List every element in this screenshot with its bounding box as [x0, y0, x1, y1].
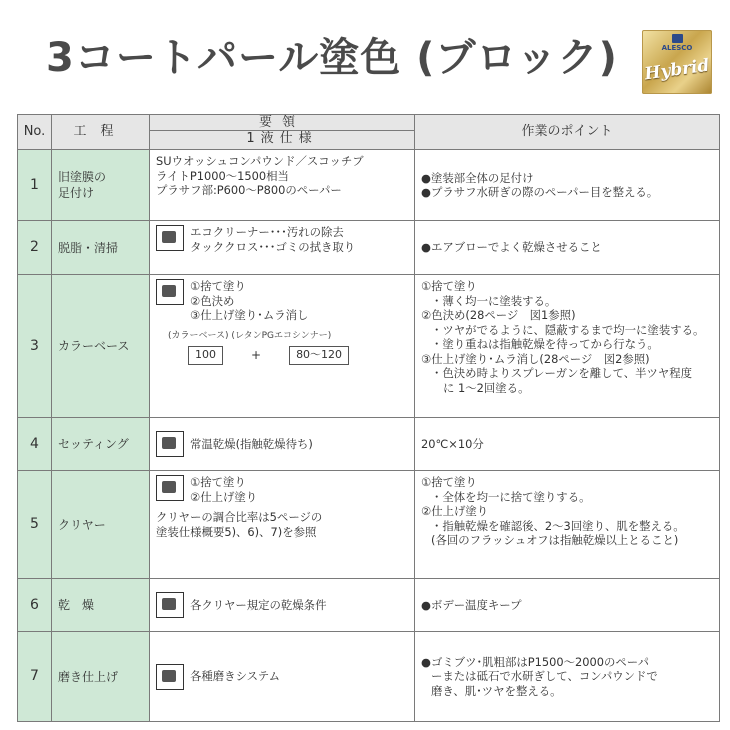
ratio-base: 100	[188, 346, 223, 365]
table-row	[18, 471, 720, 579]
page-title: 3コートパール塗色 (ブロック)	[46, 35, 618, 81]
cleaner-icon	[156, 225, 184, 251]
row-points	[415, 150, 720, 221]
step-line: セッティング	[58, 437, 129, 451]
row-step	[52, 418, 150, 471]
table-row	[18, 150, 720, 221]
spray-gun-icon	[156, 475, 184, 501]
heat-drying-icon	[156, 431, 184, 457]
req-line: ライトP1000〜1500相当	[156, 168, 289, 183]
req-line: タッククロス･･･ゴミの拭き取り	[190, 239, 356, 254]
point-line: ●ボデー温度キープ	[421, 597, 522, 612]
row-points	[415, 418, 720, 471]
row-no: 3	[18, 275, 52, 418]
table-row	[18, 632, 720, 722]
hybrid-badge	[642, 30, 712, 94]
step-line: 脱脂・清掃	[58, 240, 119, 255]
row-points	[415, 632, 720, 722]
step-line: クリヤー	[58, 517, 106, 532]
point-line: ・薄く均一に塗装する。	[431, 293, 557, 308]
process-table	[17, 114, 720, 722]
req-line: SUウオッシュコンパウンド／スコッチブ	[156, 154, 364, 168]
point-line: に 1〜2回塗る。	[443, 380, 530, 395]
alesco-logo-icon	[672, 34, 683, 43]
req-line: ②仕上げ塗り	[190, 489, 258, 504]
point-line: ・指触乾燥を確認後、2〜3回塗り、肌を整える。	[431, 518, 685, 533]
ratio-thinner: 80〜120	[289, 346, 349, 365]
row-no: 2	[18, 221, 52, 275]
row-no: 7	[18, 632, 52, 722]
req-line: エコクリーナー･･･汚れの除去	[190, 225, 344, 239]
header-requirements	[150, 115, 415, 150]
point-line: ・色決め時よりスプレーガンを離して、半ツヤ程度	[431, 366, 693, 380]
row-requirements	[150, 579, 415, 632]
row-step	[52, 275, 150, 418]
req-line: ③仕上げ塗り･ムラ消し	[190, 308, 309, 322]
point-line: ●エアブローでよく乾燥させること	[421, 240, 602, 255]
row-requirements	[150, 275, 415, 418]
row-no: 6	[18, 579, 52, 632]
row-points	[415, 275, 720, 418]
step-line: 足付け	[58, 186, 95, 200]
table-row	[18, 579, 720, 632]
header-req-sub: 1液仕様	[150, 130, 414, 146]
row-step	[52, 579, 150, 632]
row-no: 1	[18, 150, 52, 221]
point-line: ●塗装部全体の足付け	[421, 170, 534, 185]
header-points: 作業のポイント	[415, 115, 720, 150]
row-points	[415, 221, 720, 275]
table-row	[18, 418, 720, 471]
table-row	[18, 275, 720, 418]
point-line: ・塗り重ねは指触乾燥を待ってから行なう。	[431, 337, 659, 351]
mix-ratio-note: (カラーベース) (レタンPGエコシンナー)	[168, 330, 332, 341]
req-line: クリヤーの調合比率は5ページの	[156, 510, 323, 524]
point-line: ②仕上げ塗り	[421, 504, 489, 518]
point-line: 磨き、肌･ツヤを整える。	[431, 683, 562, 698]
table-row	[18, 221, 720, 275]
req-line: 各種磨きシステム	[190, 669, 280, 684]
row-requirements	[150, 418, 415, 471]
header-no: No.	[18, 115, 52, 150]
step-line: 磨き仕上げ	[58, 669, 119, 684]
point-line: ●ゴミブツ･肌粗部はP1500〜2000のペーパ	[421, 654, 649, 669]
point-line: ①捨て塗り	[421, 279, 477, 293]
row-step	[52, 150, 150, 221]
mix-ratio	[156, 346, 408, 365]
step-line: 旧塗膜の	[58, 170, 107, 184]
req-line: 各クリヤー規定の乾燥条件	[190, 597, 327, 612]
req-line: ①捨て塗り	[190, 279, 246, 293]
spray-gun-icon	[156, 279, 184, 305]
req-line: 常温乾燥(指触乾燥待ち)	[190, 436, 313, 451]
header-req-top: 要領	[258, 115, 305, 130]
row-no: 5	[18, 471, 52, 579]
row-no: 4	[18, 418, 52, 471]
thermometer-icon	[156, 592, 184, 618]
row-requirements	[150, 632, 415, 722]
polisher-icon	[156, 664, 184, 690]
point-line: ・ツヤがでるように、隠蔽するまで均一に塗装する。	[431, 322, 705, 337]
point-line: ①捨て塗り	[421, 475, 477, 489]
step-line: カラーベース	[58, 339, 130, 353]
badge-product: Hybrid	[643, 55, 711, 85]
row-step	[52, 632, 150, 722]
row-points	[415, 471, 720, 579]
point-line: ●プラサフ水研ぎの際のペーパー目を整える。	[421, 185, 659, 199]
ratio-plus: +	[251, 348, 262, 362]
point-line: 20℃×10分	[421, 436, 484, 451]
req-line: ①捨て塗り	[190, 475, 246, 489]
header-step: 工程	[52, 115, 150, 150]
req-line: プラサフ部:P600〜P800のペーパー	[156, 183, 342, 197]
step-line: 乾 燥	[58, 598, 95, 612]
row-step	[52, 471, 150, 579]
row-requirements	[150, 150, 415, 221]
row-step	[52, 221, 150, 275]
req-line: 塗装仕様概要5)、6)、7)を参照	[156, 524, 317, 539]
row-requirements	[150, 221, 415, 275]
req-line: ②色決め	[190, 293, 235, 308]
row-requirements	[150, 471, 415, 579]
point-line: (各回のフラッシュオフは指触乾燥以上とること)	[431, 533, 679, 547]
badge-brand: ALESCO	[661, 44, 693, 52]
point-line: ③仕上げ塗り･ムラ消し(28ページ 図2参照)	[421, 351, 650, 366]
point-line: ・全体を均一に捨て塗りする。	[431, 489, 591, 504]
point-line: ②色決め(28ページ 図1参照)	[421, 308, 576, 322]
row-points	[415, 579, 720, 632]
point-line: ーまたは砥石で水研ぎして、コンパウンドで	[431, 669, 658, 684]
